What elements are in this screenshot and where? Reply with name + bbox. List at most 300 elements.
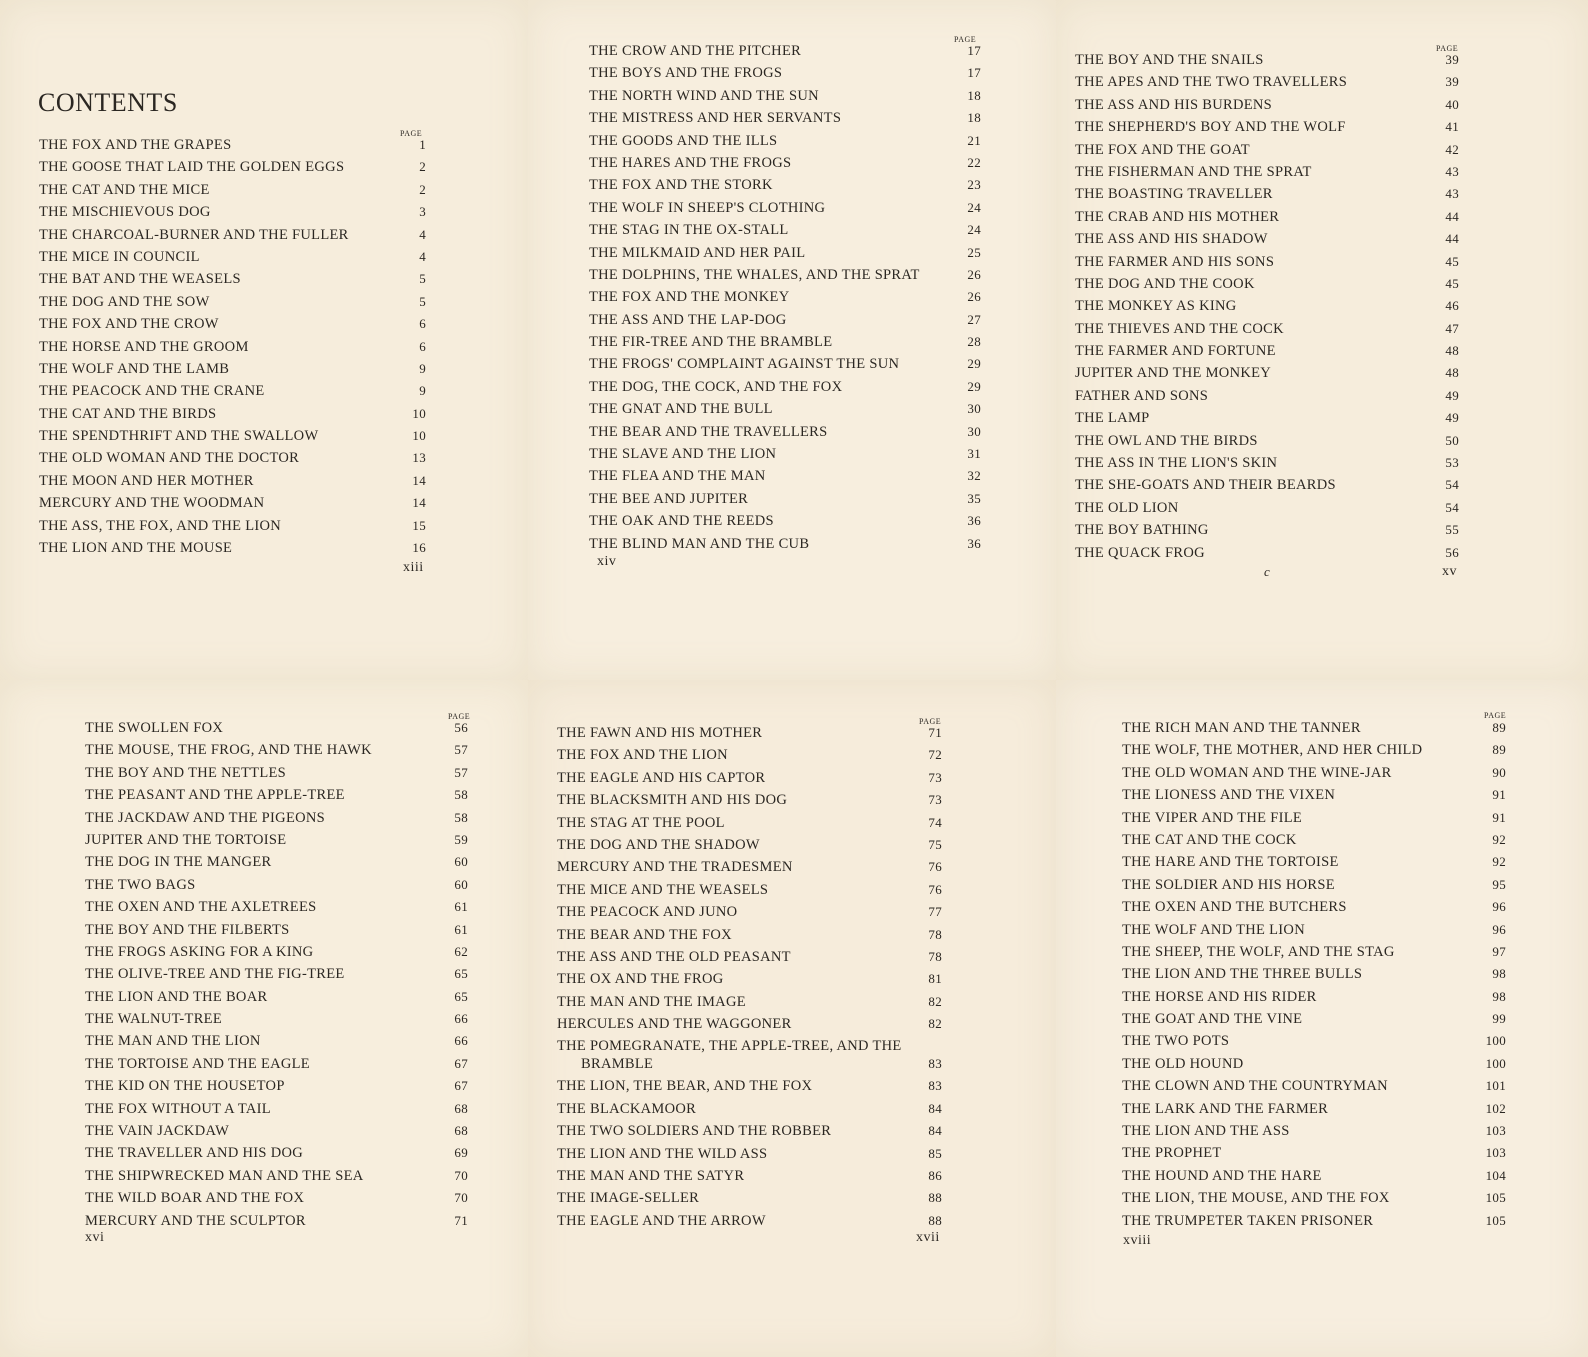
page-number: 70 <box>454 1190 468 1206</box>
toc-entry <box>85 1120 468 1142</box>
toc-entry <box>1122 896 1506 918</box>
toc-entry <box>589 152 981 174</box>
page-number: 95 <box>1492 876 1506 892</box>
toc-entry <box>589 443 981 465</box>
page-number: 22 <box>967 154 981 170</box>
page-number: 45 <box>1445 275 1459 291</box>
fable-title: THE FROGS ASKING FOR A KING <box>85 943 314 960</box>
page-number: 4 <box>419 226 426 242</box>
fable-title: THE SLAVE AND THE LION <box>589 446 777 463</box>
page-number: 29 <box>967 356 981 372</box>
page-number: 27 <box>967 311 981 327</box>
page-number: 73 <box>928 792 942 808</box>
fable-title: THE WOLF AND THE LION <box>1122 921 1305 938</box>
toc-entry <box>85 986 468 1008</box>
toc-entry <box>85 896 468 918</box>
fable-title: THE OLD WOMAN AND THE WINE-JAR <box>1122 764 1392 781</box>
fable-title: THE LION, THE BEAR, AND THE FOX <box>557 1078 813 1095</box>
toc-entry <box>39 201 426 223</box>
page-number: 65 <box>454 966 468 982</box>
page-number: 68 <box>454 1100 468 1116</box>
page-number: 83 <box>928 1078 942 1094</box>
toc-entry <box>1075 273 1459 295</box>
toc-entry <box>39 313 426 335</box>
fable-title: THE VAIN JACKDAW <box>85 1123 230 1140</box>
toc-list <box>1122 717 1506 1232</box>
fable-title: THE LARK AND THE FARMER <box>1122 1100 1329 1117</box>
toc-entry <box>39 447 426 469</box>
page-number: 14 <box>412 472 426 488</box>
toc-entry <box>557 879 942 901</box>
fable-title: THE FARMER AND FORTUNE <box>1075 343 1276 360</box>
fable-title: THE FOX AND THE GOAT <box>1075 141 1250 158</box>
page-number: 78 <box>928 926 942 942</box>
toc-entry <box>39 179 426 201</box>
fable-title: THE FARMER AND HIS SONS <box>1075 253 1275 270</box>
page-number: 54 <box>1445 499 1459 515</box>
fable-title: THE ASS AND HIS BURDENS <box>1075 96 1273 113</box>
page-number: 16 <box>412 540 426 556</box>
fable-title: THE HORSE AND THE GROOM <box>39 338 249 355</box>
toc-entry <box>1075 385 1459 407</box>
signature-mark: c <box>1264 564 1270 579</box>
contents-heading: CONTENTS <box>38 88 178 117</box>
page-number: 81 <box>928 971 942 987</box>
fable-title: THE BLACKSMITH AND HIS DOG <box>557 792 788 809</box>
toc-entry <box>39 156 426 178</box>
fable-title: THE BAT AND THE WEASELS <box>39 271 241 288</box>
page-number: 17 <box>967 65 981 81</box>
fable-title: THE BOY AND THE SNAILS <box>1075 52 1264 68</box>
toc-list <box>85 717 468 1232</box>
toc-entry <box>1122 784 1506 806</box>
fable-title: THE CLOWN AND THE COUNTRYMAN <box>1122 1078 1388 1095</box>
toc-entry <box>589 107 981 129</box>
fable-title: THE OLD LION <box>1075 499 1179 516</box>
fable-title: THE STAG AT THE POOL <box>557 814 725 831</box>
toc-entry <box>557 1075 942 1097</box>
toc-entry <box>1075 228 1459 250</box>
page-number: 97 <box>1492 943 1506 959</box>
fable-title: THE DOG IN THE MANGER <box>85 854 272 871</box>
toc-entry <box>589 376 981 398</box>
toc-entry <box>589 174 981 196</box>
toc-entry <box>1122 1165 1506 1187</box>
page-number: 5 <box>419 293 426 309</box>
page-number: 29 <box>967 378 981 394</box>
toc-list <box>589 40 981 555</box>
fable-title: THE LION, THE MOUSE, AND THE FOX <box>1122 1190 1390 1207</box>
page-number: 42 <box>1445 141 1459 157</box>
fable-title: THE CHARCOAL-BURNER AND THE FULLER <box>39 226 349 243</box>
fable-title: THE SHIPWRECKED MAN AND THE SEA <box>85 1167 364 1184</box>
toc-entry <box>589 219 981 241</box>
toc-entry <box>39 358 426 380</box>
page-number: 57 <box>454 742 468 758</box>
toc-entry <box>557 789 942 811</box>
page-number: 105 <box>1485 1212 1506 1228</box>
page-number: 75 <box>928 836 942 852</box>
page-number: 60 <box>454 876 468 892</box>
fable-title: THE OLD WOMAN AND THE DOCTOR <box>39 450 300 467</box>
page-number: 56 <box>1445 544 1459 560</box>
toc-entry <box>39 515 426 537</box>
toc-entry <box>85 851 468 873</box>
fable-title: THE WOLF IN SHEEP'S CLOTHING <box>589 199 826 216</box>
toc-entry <box>1122 1008 1506 1030</box>
fable-title: THE DOG AND THE SHADOW <box>557 836 760 853</box>
toc-entry <box>39 224 426 246</box>
fable-title: THE WALNUT-TREE <box>85 1011 222 1028</box>
toc-entry <box>589 488 981 510</box>
page-xiii <box>0 0 528 680</box>
toc-entry <box>1075 183 1459 205</box>
folio: xvii <box>916 1230 940 1245</box>
fable-title: THE LION AND THE BOAR <box>85 988 268 1005</box>
page-number: 61 <box>454 921 468 937</box>
toc-entry <box>1075 362 1459 384</box>
toc-entry <box>1075 430 1459 452</box>
folio: xv <box>1442 564 1457 579</box>
folio: xiv <box>597 554 617 569</box>
page-number: 6 <box>419 338 426 354</box>
fable-title: THE SHEPHERD'S BOY AND THE WOLF <box>1075 119 1346 136</box>
page-number: 68 <box>454 1123 468 1139</box>
fable-title: THE TWO POTS <box>1122 1033 1230 1050</box>
toc-entry <box>1122 1098 1506 1120</box>
toc-entry <box>1122 874 1506 896</box>
fable-title: MERCURY AND THE WOODMAN <box>39 495 265 512</box>
toc-entry <box>1075 474 1459 496</box>
fable-title: THE IMAGE-SELLER <box>557 1190 700 1207</box>
page-xiv <box>528 0 1056 680</box>
page-number: 67 <box>454 1055 468 1071</box>
page-number: 62 <box>454 943 468 959</box>
fable-title: THE KID ON THE HOUSETOP <box>85 1078 285 1095</box>
toc-entry <box>1075 295 1459 317</box>
toc-entry <box>85 1075 468 1097</box>
page-number: 48 <box>1445 343 1459 359</box>
toc-entry <box>1075 452 1459 474</box>
page-number: 24 <box>967 199 981 215</box>
page-number: 89 <box>1492 720 1506 735</box>
page-column-label: PAGE <box>400 129 423 138</box>
folio: xiii <box>403 560 424 575</box>
fable-title: THE CAT AND THE COCK <box>1122 831 1297 848</box>
fable-title: THE FLEA AND THE MAN <box>589 468 766 485</box>
page-number: 98 <box>1492 966 1506 982</box>
toc-entry <box>589 62 981 84</box>
page-number: 82 <box>928 1016 942 1032</box>
page-number: 84 <box>928 1123 942 1139</box>
toc-entry <box>589 286 981 308</box>
page-number: 39 <box>1445 74 1459 90</box>
fable-title: THE FIR-TREE AND THE BRAMBLE <box>589 334 833 351</box>
fable-title: THE GOOSE THAT LAID THE GOLDEN EGGS <box>39 159 345 176</box>
toc-entry <box>1122 1142 1506 1164</box>
toc-entry <box>85 784 468 806</box>
page-number: 30 <box>967 423 981 439</box>
page-number: 66 <box>454 1033 468 1049</box>
page-number: 49 <box>1445 410 1459 426</box>
page-number: 49 <box>1445 387 1459 403</box>
toc-entry <box>1122 1120 1506 1142</box>
toc-entry <box>557 722 942 744</box>
fable-title: THE SHEEP, THE WOLF, AND THE STAG <box>1122 943 1395 960</box>
page-number: 98 <box>1492 988 1506 1004</box>
page-number: 89 <box>1492 742 1506 758</box>
page-number: 35 <box>967 490 981 506</box>
folio: xvi <box>85 1230 105 1245</box>
toc-entry <box>589 130 981 152</box>
toc-entry <box>1075 116 1459 138</box>
page-number: 74 <box>928 814 942 830</box>
fable-title: THE GNAT AND THE BULL <box>589 401 773 418</box>
page-number: 96 <box>1492 899 1506 915</box>
toc-entry <box>589 85 981 107</box>
fable-title: THE GOAT AND THE VINE <box>1122 1011 1303 1028</box>
fable-title: THE MICE AND THE WEASELS <box>557 881 769 898</box>
fable-title: THE ASS IN THE LION'S SKIN <box>1075 455 1278 472</box>
toc-entry <box>1122 739 1506 761</box>
fable-title <box>557 1035 909 1073</box>
toc-entry <box>1075 497 1459 519</box>
page-number: 91 <box>1492 787 1506 803</box>
fable-title: THE FAWN AND HIS MOTHER <box>557 725 763 741</box>
page-number: 36 <box>967 513 981 529</box>
toc-entry <box>589 510 981 532</box>
fable-title: JUPITER AND THE MONKEY <box>1075 365 1272 382</box>
page-number: 53 <box>1445 455 1459 471</box>
toc-entry <box>589 331 981 353</box>
fable-title: THE JACKDAW AND THE PIGEONS <box>85 809 326 826</box>
fable-title: THE BLACKAMOOR <box>557 1100 697 1117</box>
fable-title: THE MICE IN COUNCIL <box>39 248 200 265</box>
page-number: 88 <box>928 1190 942 1206</box>
fable-title: THE LION AND THE MOUSE <box>39 540 233 557</box>
page-number: 58 <box>454 809 468 825</box>
fable-title: THE APES AND THE TWO TRAVELLERS <box>1075 74 1348 91</box>
fable-title: THE FOX WITHOUT A TAIL <box>85 1100 271 1117</box>
page-number: 2 <box>419 159 426 175</box>
toc-entry <box>85 829 468 851</box>
fable-title: THE HARE AND THE TORTOISE <box>1122 854 1339 871</box>
page-number: 14 <box>412 495 426 511</box>
fable-title: JUPITER AND THE TORTOISE <box>85 831 287 848</box>
toc-entry <box>1122 717 1506 739</box>
fable-title: HERCULES AND THE WAGGONER <box>557 1016 792 1033</box>
toc-entry <box>557 767 942 789</box>
fable-title-line: THE POMEGRANATE, THE APPLE-TREE, AND THE <box>557 1038 902 1055</box>
fable-title: THE OAK AND THE REEDS <box>589 513 774 530</box>
page-number: 104 <box>1485 1167 1506 1183</box>
page-number: 40 <box>1445 96 1459 112</box>
fable-title: THE OLD HOUND <box>1122 1055 1244 1072</box>
toc-entry <box>85 1008 468 1030</box>
page-number: 47 <box>1445 320 1459 336</box>
page-number: 44 <box>1445 231 1459 247</box>
fable-title: THE OXEN AND THE BUTCHERS <box>1122 899 1347 916</box>
fable-title: THE FOX AND THE GRAPES <box>39 137 232 153</box>
fable-title: THE MOUSE, THE FROG, AND THE HAWK <box>85 742 372 759</box>
page-number: 2 <box>419 181 426 197</box>
toc-entry <box>1075 407 1459 429</box>
fable-title: THE WOLF, THE MOTHER, AND HER CHILD <box>1122 742 1423 759</box>
toc-entry <box>39 492 426 514</box>
fable-title: THE TRAVELLER AND HIS DOG <box>85 1145 304 1162</box>
page-number: 61 <box>454 899 468 915</box>
toc-entry <box>557 924 942 946</box>
page-number: 82 <box>928 993 942 1009</box>
page-number: 92 <box>1492 831 1506 847</box>
toc-entry <box>1122 986 1506 1008</box>
page-number: 50 <box>1445 432 1459 448</box>
page-number: 10 <box>412 405 426 421</box>
toc-entry <box>1075 49 1459 71</box>
page-xvi <box>0 680 528 1357</box>
page-number: 90 <box>1492 764 1506 780</box>
toc-entry <box>557 1013 942 1035</box>
fable-title: THE WOLF AND THE LAMB <box>39 360 230 377</box>
fable-title: THE BOYS AND THE FROGS <box>589 65 783 82</box>
page-number: 21 <box>967 132 981 148</box>
page-number: 46 <box>1445 298 1459 314</box>
page-number: 48 <box>1445 365 1459 381</box>
toc-entry <box>589 353 981 375</box>
toc-entry <box>1122 1210 1506 1232</box>
toc-entry <box>39 336 426 358</box>
fable-title: THE BOASTING TRAVELLER <box>1075 186 1273 203</box>
toc-entry <box>557 946 942 968</box>
fable-title: THE MOON AND HER MOTHER <box>39 472 254 489</box>
page-number: 36 <box>967 535 981 551</box>
page-number: 25 <box>967 244 981 260</box>
page-number: 70 <box>454 1167 468 1183</box>
toc-entry <box>1075 139 1459 161</box>
page-number: 17 <box>967 43 981 58</box>
toc-entry <box>1075 71 1459 93</box>
fable-title: THE RICH MAN AND THE TANNER <box>1122 720 1361 736</box>
toc-entry <box>1122 963 1506 985</box>
toc-entry <box>1075 542 1459 564</box>
toc-entry <box>557 1210 942 1232</box>
toc-entry <box>557 812 942 834</box>
page-column-label: PAGE <box>1484 711 1507 720</box>
fable-title: THE SOLDIER AND HIS HORSE <box>1122 876 1335 893</box>
fable-title: THE MONKEY AS KING <box>1075 298 1237 315</box>
toc-entry <box>85 963 468 985</box>
fable-title: THE ASS, THE FOX, AND THE LION <box>39 517 282 534</box>
toc-entry <box>85 807 468 829</box>
page-number: 18 <box>967 110 981 126</box>
fable-title: THE FOX AND THE STORK <box>589 177 773 194</box>
fable-title: THE LIONESS AND THE VIXEN <box>1122 787 1336 804</box>
page-number: 92 <box>1492 854 1506 870</box>
fable-title: THE DOLPHINS, THE WHALES, AND THE SPRAT <box>589 266 920 283</box>
toc-list <box>1075 49 1459 564</box>
page-number: 32 <box>967 468 981 484</box>
toc-entry <box>1122 807 1506 829</box>
fable-title: THE TWO BAGS <box>85 876 196 893</box>
fable-title: THE THIEVES AND THE COCK <box>1075 320 1284 337</box>
page-number: 26 <box>967 266 981 282</box>
fable-title: THE FOX AND THE CROW <box>39 316 219 333</box>
toc-entry <box>557 1035 942 1075</box>
page-number: 13 <box>412 450 426 466</box>
page-number: 39 <box>1445 52 1459 67</box>
fable-title: THE GOODS AND THE ILLS <box>589 132 778 149</box>
toc-entry <box>589 309 981 331</box>
page-number: 1 <box>419 137 426 152</box>
fable-title: THE PROPHET <box>1122 1145 1222 1162</box>
page-number: 76 <box>928 859 942 875</box>
page-number: 102 <box>1485 1100 1506 1116</box>
toc-entry <box>85 1187 468 1209</box>
page-column-label: PAGE <box>1436 44 1459 53</box>
page-number: 71 <box>454 1212 468 1228</box>
fable-title: THE BOY AND THE FILBERTS <box>85 921 290 938</box>
toc-entry <box>85 762 468 784</box>
fable-title: THE QUACK FROG <box>1075 544 1205 561</box>
fable-title: THE SWOLLEN FOX <box>85 720 224 736</box>
page-xviii <box>1056 680 1588 1357</box>
page-number: 3 <box>419 204 426 220</box>
fable-title: THE CAT AND THE BIRDS <box>39 405 217 422</box>
page-number: 31 <box>967 446 981 462</box>
page-number: 58 <box>454 787 468 803</box>
page-number: 6 <box>419 316 426 332</box>
fable-title: THE LAMP <box>1075 410 1150 427</box>
toc-entry <box>39 537 426 559</box>
fable-title: THE DOG AND THE COOK <box>1075 275 1255 292</box>
toc-entry <box>1122 1187 1506 1209</box>
page-number: 85 <box>928 1145 942 1161</box>
toc-entry <box>589 40 981 62</box>
page-xv <box>1056 0 1588 680</box>
fable-title: THE MAN AND THE IMAGE <box>557 993 746 1010</box>
page-number: 77 <box>928 904 942 920</box>
page-number: 60 <box>454 854 468 870</box>
toc-entry <box>1122 1053 1506 1075</box>
page-number: 103 <box>1485 1123 1506 1139</box>
toc-list <box>557 722 942 1232</box>
fable-title: THE MILKMAID AND HER PAIL <box>589 244 806 261</box>
toc-entry <box>39 291 426 313</box>
fable-title: THE HORSE AND HIS RIDER <box>1122 988 1317 1005</box>
page-number: 28 <box>967 334 981 350</box>
page-column-label: PAGE <box>448 712 471 721</box>
toc-entry <box>589 197 981 219</box>
page-number: 5 <box>419 271 426 287</box>
page-number: 24 <box>967 222 981 238</box>
page-number: 100 <box>1485 1033 1506 1049</box>
page-number: 67 <box>454 1078 468 1094</box>
fable-title: THE LION AND THE ASS <box>1122 1123 1290 1140</box>
page-number: 86 <box>928 1168 942 1184</box>
page-number: 10 <box>412 428 426 444</box>
toc-entry <box>85 941 468 963</box>
toc-entry <box>39 470 426 492</box>
toc-entry <box>589 264 981 286</box>
page-number: 65 <box>454 988 468 1004</box>
page-xvii <box>528 680 1056 1357</box>
page-number: 43 <box>1445 163 1459 179</box>
toc-entry <box>557 744 942 766</box>
fable-title: THE PEACOCK AND THE CRANE <box>39 383 265 400</box>
page-number: 84 <box>928 1100 942 1116</box>
page-number: 23 <box>967 177 981 193</box>
toc-entry <box>39 380 426 402</box>
